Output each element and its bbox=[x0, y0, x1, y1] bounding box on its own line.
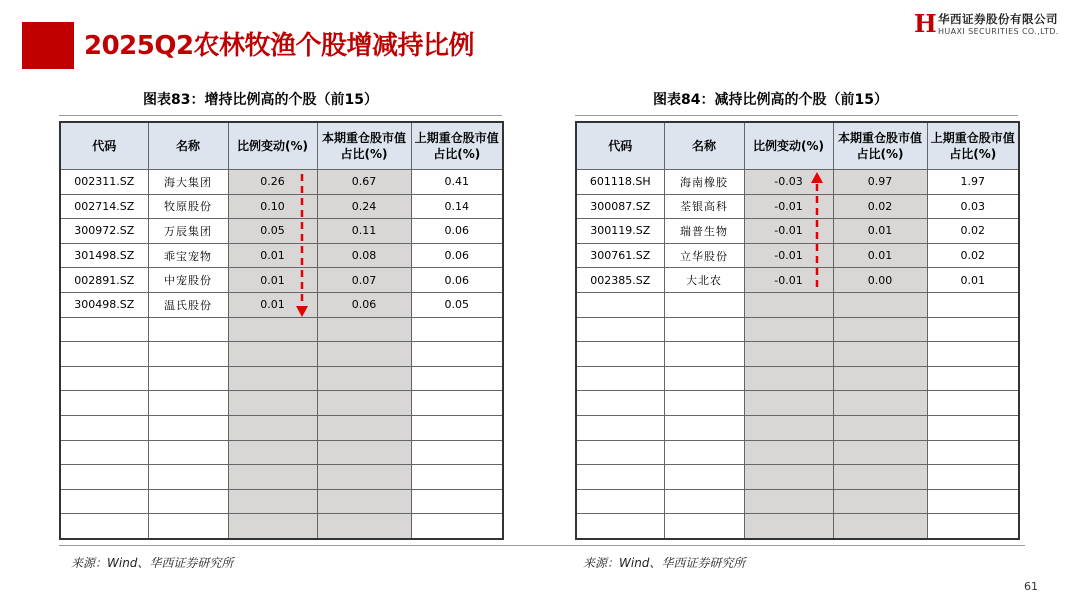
table-cell bbox=[317, 391, 411, 416]
table-cell: 乖宝宠物 bbox=[148, 243, 228, 268]
table-cell: -0.03 bbox=[744, 170, 833, 195]
table-cell bbox=[228, 489, 317, 514]
table-cell bbox=[927, 391, 1019, 416]
table-cell bbox=[576, 514, 664, 539]
table-row bbox=[60, 170, 503, 195]
table-cell bbox=[60, 514, 148, 539]
table-cell bbox=[411, 465, 503, 490]
table-cell bbox=[927, 415, 1019, 440]
table-cell: 瑞普生物 bbox=[664, 219, 744, 244]
table-cell: 海大集团 bbox=[148, 170, 228, 195]
table-cell: -0.01 bbox=[744, 194, 833, 219]
table-cell bbox=[60, 465, 148, 490]
table-cell: 0.01 bbox=[228, 292, 317, 317]
table-cell bbox=[664, 465, 744, 490]
table-row bbox=[576, 170, 1019, 195]
table-cell: 荃银高科 bbox=[664, 194, 744, 219]
table-row bbox=[60, 366, 503, 391]
table-row bbox=[576, 219, 1019, 244]
table-cell bbox=[411, 514, 503, 539]
right-source-note: 来源：Wind、华西证券研究所 bbox=[583, 556, 746, 570]
table-cell bbox=[744, 489, 833, 514]
table-cell bbox=[576, 440, 664, 465]
table-row bbox=[576, 292, 1019, 317]
table-cell bbox=[833, 465, 927, 490]
table-cell bbox=[664, 440, 744, 465]
column-header: 比例变动(%) bbox=[228, 122, 317, 170]
table-header-row bbox=[60, 122, 503, 170]
table-cell bbox=[411, 317, 503, 342]
table-row bbox=[60, 465, 503, 490]
table-cell: 300119.SZ bbox=[576, 219, 664, 244]
table-cell bbox=[148, 415, 228, 440]
footer-rule bbox=[59, 545, 1025, 546]
table-row bbox=[576, 489, 1019, 514]
column-header: 代码 bbox=[60, 122, 148, 170]
table-cell bbox=[927, 317, 1019, 342]
table-cell bbox=[228, 415, 317, 440]
table-cell: 0.14 bbox=[411, 194, 503, 219]
table-cell: 300087.SZ bbox=[576, 194, 664, 219]
table-cell bbox=[833, 366, 927, 391]
table-row bbox=[576, 268, 1019, 293]
table-cell bbox=[228, 317, 317, 342]
table-cell bbox=[833, 342, 927, 367]
table-cell bbox=[833, 489, 927, 514]
table-cell bbox=[60, 440, 148, 465]
table-cell bbox=[927, 292, 1019, 317]
table-cell bbox=[148, 317, 228, 342]
table-cell: -0.01 bbox=[744, 243, 833, 268]
column-header: 名称 bbox=[148, 122, 228, 170]
table-row bbox=[576, 243, 1019, 268]
table-cell bbox=[833, 514, 927, 539]
table-cell bbox=[411, 366, 503, 391]
table-cell: 0.00 bbox=[833, 268, 927, 293]
table-cell bbox=[60, 317, 148, 342]
table-cell: 0.11 bbox=[317, 219, 411, 244]
table-cell bbox=[744, 440, 833, 465]
table-cell bbox=[228, 465, 317, 490]
table-cell bbox=[576, 489, 664, 514]
table-cell: 0.06 bbox=[411, 219, 503, 244]
table-cell bbox=[317, 415, 411, 440]
table-cell: 大北农 bbox=[664, 268, 744, 293]
table-cell bbox=[576, 292, 664, 317]
table-row bbox=[576, 317, 1019, 342]
table-cell: 0.67 bbox=[317, 170, 411, 195]
table-cell: 002891.SZ bbox=[60, 268, 148, 293]
table-cell bbox=[664, 366, 744, 391]
table-cell bbox=[927, 489, 1019, 514]
table-cell bbox=[664, 391, 744, 416]
table-cell bbox=[576, 342, 664, 367]
table-cell bbox=[744, 415, 833, 440]
table-cell bbox=[60, 366, 148, 391]
table-cell: 0.10 bbox=[228, 194, 317, 219]
table-cell bbox=[411, 342, 503, 367]
table-cell: 300972.SZ bbox=[60, 219, 148, 244]
table-cell bbox=[664, 514, 744, 539]
table-cell: 海南橡胶 bbox=[664, 170, 744, 195]
table-cell: 0.06 bbox=[317, 292, 411, 317]
table-cell bbox=[744, 391, 833, 416]
table-cell bbox=[927, 342, 1019, 367]
table-row bbox=[576, 514, 1019, 539]
page-number: 61 bbox=[1024, 580, 1038, 593]
table-cell bbox=[60, 415, 148, 440]
table-cell bbox=[228, 514, 317, 539]
table-cell: 002311.SZ bbox=[60, 170, 148, 195]
table-cell bbox=[411, 489, 503, 514]
column-header: 代码 bbox=[576, 122, 664, 170]
table-cell bbox=[744, 317, 833, 342]
table-row bbox=[60, 514, 503, 539]
table-cell bbox=[148, 366, 228, 391]
table-header-row bbox=[576, 122, 1019, 170]
table-cell bbox=[148, 342, 228, 367]
column-header: 本期重仓股市值占比(%) bbox=[833, 122, 927, 170]
table-cell: 温氏股份 bbox=[148, 292, 228, 317]
logo-chinese-name: 华西证券股份有限公司 bbox=[938, 12, 1058, 26]
dashed-arrow-up-icon bbox=[810, 170, 824, 292]
table-cell bbox=[317, 489, 411, 514]
table-cell: 0.26 bbox=[228, 170, 317, 195]
table-cell bbox=[411, 391, 503, 416]
table-cell: 0.41 bbox=[411, 170, 503, 195]
table-cell: 0.07 bbox=[317, 268, 411, 293]
table-cell: 002714.SZ bbox=[60, 194, 148, 219]
table-cell bbox=[317, 342, 411, 367]
table-row bbox=[576, 366, 1019, 391]
table-cell bbox=[744, 514, 833, 539]
left-source-note: 来源：Wind、华西证券研究所 bbox=[71, 556, 234, 570]
table-cell: -0.01 bbox=[744, 268, 833, 293]
table-cell bbox=[228, 366, 317, 391]
column-header: 上期重仓股市值占比(%) bbox=[927, 122, 1019, 170]
table-cell: 0.01 bbox=[927, 268, 1019, 293]
company-logo bbox=[914, 11, 1074, 41]
table-cell: 0.02 bbox=[927, 219, 1019, 244]
title-accent-block bbox=[22, 22, 74, 69]
table-cell: -0.01 bbox=[744, 219, 833, 244]
table-cell bbox=[833, 317, 927, 342]
table-cell bbox=[60, 489, 148, 514]
table-row bbox=[60, 489, 503, 514]
table-cell bbox=[228, 391, 317, 416]
table-cell: 0.01 bbox=[833, 243, 927, 268]
table-cell bbox=[927, 440, 1019, 465]
table-cell: 0.01 bbox=[833, 219, 927, 244]
table-cell bbox=[317, 514, 411, 539]
table-cell: 0.02 bbox=[927, 243, 1019, 268]
table-cell: 601118.SH bbox=[576, 170, 664, 195]
increase-holdings-table bbox=[59, 121, 504, 540]
table-cell bbox=[576, 391, 664, 416]
column-header: 比例变动(%) bbox=[744, 122, 833, 170]
column-header: 本期重仓股市值占比(%) bbox=[317, 122, 411, 170]
table-cell bbox=[60, 342, 148, 367]
column-header: 上期重仓股市值占比(%) bbox=[411, 122, 503, 170]
table-cell bbox=[148, 465, 228, 490]
table-cell: 牧原股份 bbox=[148, 194, 228, 219]
page-title: 2025Q2农林牧渔个股增减持比例 bbox=[84, 31, 475, 61]
table-row bbox=[60, 440, 503, 465]
table-row bbox=[576, 342, 1019, 367]
table-cell bbox=[576, 415, 664, 440]
table-row bbox=[60, 219, 503, 244]
table-cell bbox=[228, 342, 317, 367]
table-row bbox=[60, 342, 503, 367]
table-cell bbox=[664, 415, 744, 440]
table-cell bbox=[228, 440, 317, 465]
decrease-holdings-table bbox=[575, 121, 1020, 540]
table-cell bbox=[833, 292, 927, 317]
table-cell bbox=[317, 366, 411, 391]
table-cell: 0.97 bbox=[833, 170, 927, 195]
table-cell: 0.05 bbox=[228, 219, 317, 244]
table-cell: 0.05 bbox=[411, 292, 503, 317]
table-cell bbox=[576, 317, 664, 342]
table-cell: 0.06 bbox=[411, 268, 503, 293]
table-row bbox=[576, 465, 1019, 490]
table-row bbox=[60, 391, 503, 416]
table-cell bbox=[664, 292, 744, 317]
table-row bbox=[60, 268, 503, 293]
table-cell: 0.01 bbox=[228, 268, 317, 293]
table-cell bbox=[927, 514, 1019, 539]
table-cell bbox=[148, 514, 228, 539]
table-cell bbox=[927, 366, 1019, 391]
table-cell bbox=[148, 391, 228, 416]
table-cell bbox=[148, 440, 228, 465]
table-row bbox=[576, 415, 1019, 440]
table-cell bbox=[744, 292, 833, 317]
table-cell: 0.06 bbox=[411, 243, 503, 268]
right-title-rule bbox=[575, 115, 1018, 116]
logo-h-icon: H bbox=[914, 9, 937, 38]
table-cell: 0.08 bbox=[317, 243, 411, 268]
table-cell bbox=[411, 415, 503, 440]
left-table-title: 图表83：增持比例高的个股（前15） bbox=[143, 92, 378, 108]
table-cell bbox=[148, 489, 228, 514]
left-title-rule bbox=[59, 115, 502, 116]
table-cell: 0.24 bbox=[317, 194, 411, 219]
table-row bbox=[60, 415, 503, 440]
table-cell: 0.02 bbox=[833, 194, 927, 219]
table-cell: 300498.SZ bbox=[60, 292, 148, 317]
table-cell bbox=[744, 342, 833, 367]
table-cell: 0.03 bbox=[927, 194, 1019, 219]
table-cell: 1.97 bbox=[927, 170, 1019, 195]
table-cell bbox=[744, 366, 833, 391]
table-cell bbox=[833, 415, 927, 440]
column-header: 名称 bbox=[664, 122, 744, 170]
table-cell bbox=[576, 366, 664, 391]
table-cell bbox=[833, 391, 927, 416]
table-cell: 301498.SZ bbox=[60, 243, 148, 268]
table-cell bbox=[833, 440, 927, 465]
table-row bbox=[576, 440, 1019, 465]
table-cell: 中宠股份 bbox=[148, 268, 228, 293]
table-cell bbox=[576, 465, 664, 490]
table-cell bbox=[744, 465, 833, 490]
table-cell: 0.01 bbox=[228, 243, 317, 268]
table-cell bbox=[60, 391, 148, 416]
table-cell bbox=[317, 317, 411, 342]
table-cell: 300761.SZ bbox=[576, 243, 664, 268]
table-cell: 002385.SZ bbox=[576, 268, 664, 293]
dashed-arrow-down-icon bbox=[295, 172, 309, 320]
table-cell bbox=[664, 317, 744, 342]
logo-english-name: HUAXI SECURITIES CO.,LTD. bbox=[938, 27, 1059, 36]
table-cell bbox=[664, 342, 744, 367]
right-table-title: 图表84：减持比例高的个股（前15） bbox=[653, 92, 888, 108]
table-cell bbox=[317, 465, 411, 490]
table-cell bbox=[927, 465, 1019, 490]
table-row bbox=[576, 194, 1019, 219]
table-row bbox=[576, 391, 1019, 416]
table-row bbox=[60, 317, 503, 342]
table-row bbox=[60, 194, 503, 219]
table-row bbox=[60, 243, 503, 268]
table-cell: 万辰集团 bbox=[148, 219, 228, 244]
table-row bbox=[60, 292, 503, 317]
table-cell: 立华股份 bbox=[664, 243, 744, 268]
table-cell bbox=[411, 440, 503, 465]
table-cell bbox=[664, 489, 744, 514]
table-cell bbox=[317, 440, 411, 465]
